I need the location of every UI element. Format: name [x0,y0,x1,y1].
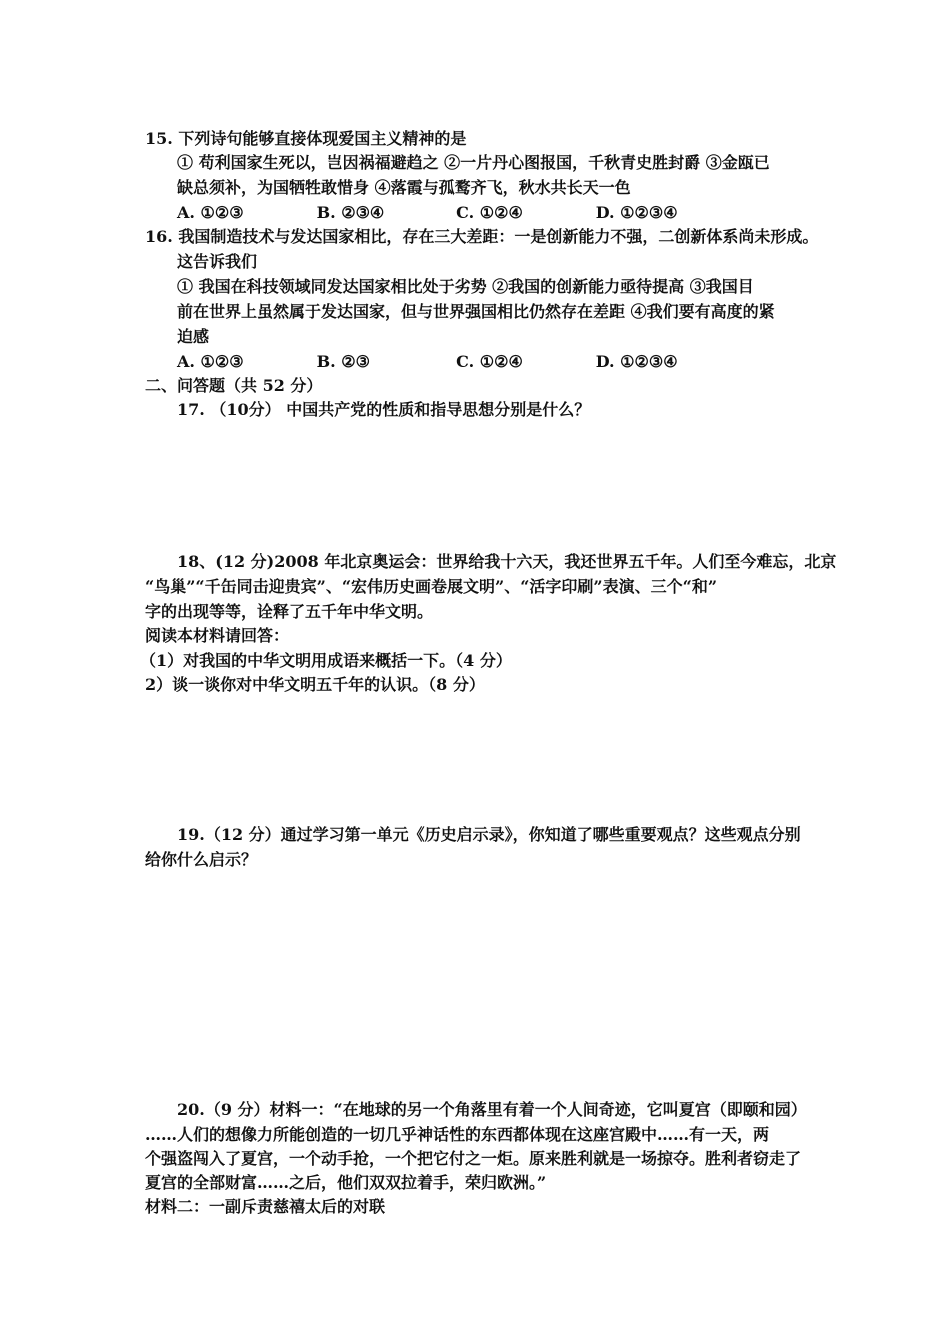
q15-stem: 15. 下列诗句能够直接体现爱国主义精神的是 [145,129,467,148]
q18-reading-prompt: 阅读本材料请回答： [145,626,290,645]
q20-line-4: 夏宫的全部财富……之后，他们双双拉着手，荣归欧洲。” [145,1173,547,1192]
q18-subquestion-2: 2）谈一谈你对中华文明五千年的认识。（8 分） [145,675,485,694]
q15-line-2: 缺总须补，为国牺牲敢惜身 ④落霞与孤鹜齐飞，秋水共长天一色 [177,178,631,197]
q16-option-c: C. ①②④ [456,352,523,371]
q16-line-2: ① 我国在科技领域同发达国家相比处于劣势 ②我国的创新能力亟待提高 ③我国目 [177,277,754,296]
section-2-title: 二、问答题（共 52 分） [145,376,323,395]
q16-stem: 16. 我国制造技术与发达国家相比，存在三大差距：一是创新能力不强，二创新体系尚未形成。 [145,227,819,246]
q17-text: 17. （10分） 中国共产党的性质和指导思想分别是什么？ [177,400,591,419]
q16-line-1: 这告诉我们 [177,252,258,271]
q16-line-3: 前在世界上虽然属于发达国家，但与世界强国相比仍然存在差距 ④我们要有高度的紧 [177,302,775,321]
q16-option-b: B. ②③ [316,352,370,371]
q16-line-4: 迫感 [177,327,210,346]
q19-line-1: 19.（12 分）通过学习第一单元《历史启示录》，你知道了哪些重要观点？这些观点分别 [177,825,801,844]
q16-option-d: D. ①②③④ [595,352,678,371]
q19-line-2: 给你什么启示？ [145,850,258,869]
q16-options [177,352,678,372]
q18-line-1: 18、(12 分)2008 年北京奥运会：世界给我十六天，我还世界五千年。人们至今难忘，北京 [177,552,837,571]
q20-line-1: 20.（9 分）材料一：“在地球的另一个角落里有着一个人间奇迹，它叫夏宫（即颐和园） [177,1100,807,1119]
q16-option-a: A. ①②③ [177,352,244,371]
q15-line-1: ① 苟利国家生死以，岂因祸福避趋之 ②一片丹心图报国，千秋青史胜封爵 ③金瓯已 [177,153,770,172]
q20-material-2: 材料二：一副斥责慈禧太后的对联 [145,1197,386,1216]
q18-line-2: “鸟巢”“千缶同击迎贵宾”、“宏伟历史画卷展文明”、“活字印刷”表演、三个“和” [145,577,718,596]
q15-options [177,203,678,223]
q15-option-c: C. ①②④ [456,203,523,222]
q18-subquestion-1: （1）对我国的中华文明用成语来概括一下。（4 分） [140,651,512,670]
q18-line-3: 字的出现等等，诠释了五千年中华文明。 [145,602,434,621]
q15-option-d: D. ①②③④ [595,203,678,222]
q20-line-2: ……人们的想像力所能创造的一切几乎神话性的东西都体现在这座宫殿中……有一天，两 [145,1125,770,1144]
q15-option-a: A. ①②③ [177,203,244,222]
q20-line-3: 个强盗闯入了夏宫，一个动手抢，一个把它付之一炬。原来胜利就是一场掠夺。胜利者窃走了 [145,1149,802,1168]
q15-option-b: B. ②③④ [316,203,385,222]
